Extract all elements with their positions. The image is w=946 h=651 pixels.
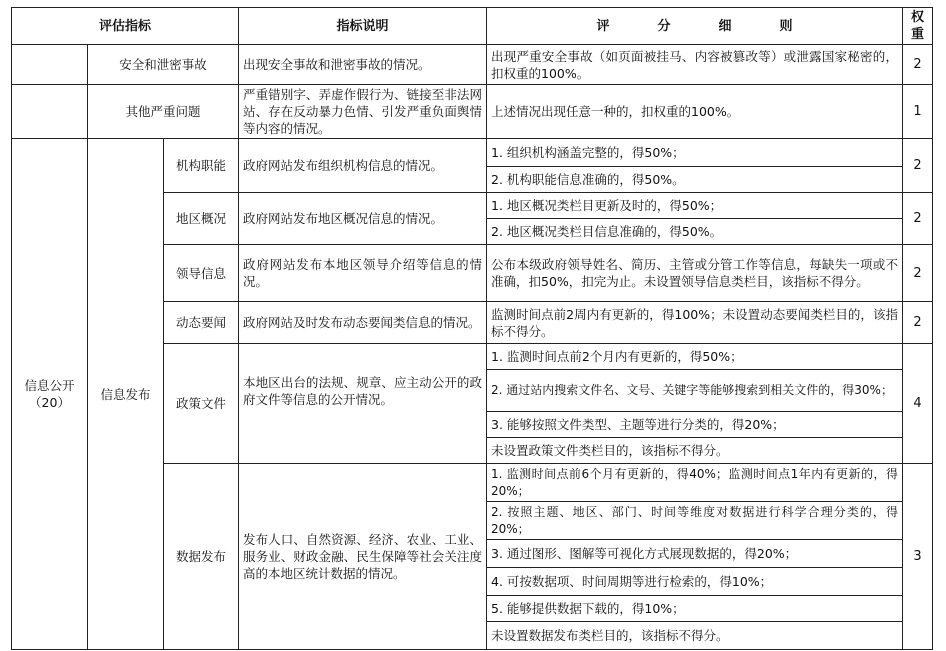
header-row bbox=[12, 8, 933, 45]
item-description: 政府网站发布组织机构信息的情况。 bbox=[239, 139, 487, 193]
item-weight: 2 bbox=[903, 302, 933, 344]
serious-rule: 上述情况出现任意一种的，扣权重的100%。 bbox=[487, 85, 903, 139]
item-rule: 未设置政策文件类栏目的，该指标不得分。 bbox=[487, 438, 903, 464]
header-scoring: 评分细则 bbox=[487, 8, 903, 45]
serious-weight: 1 bbox=[903, 85, 933, 139]
subcategory-label: 信息发布 bbox=[88, 139, 164, 650]
security-name: 安全和泄密事故 bbox=[88, 45, 239, 85]
item-rule: 3. 能够按照文件类型、主题等进行分类的，得20%； bbox=[487, 412, 903, 438]
item-name: 机构职能 bbox=[164, 139, 239, 193]
item-rule: 1. 监测时间点前6个月有更新的，得40%；监测时间点1年内有更新的，得20%； bbox=[487, 464, 903, 502]
item-name: 领导信息 bbox=[164, 245, 239, 302]
item-weight: 2 bbox=[903, 245, 933, 302]
security-weight: 2 bbox=[903, 45, 933, 85]
item-name: 数据发布 bbox=[164, 464, 239, 650]
item-name: 地区概况 bbox=[164, 193, 239, 245]
item-rule: 监测时间点前2周内有更新的，得100%；未设置动态要闻类栏目的，该指标不得分。 bbox=[487, 302, 903, 344]
security-rule: 出现严重安全事故（如页面被挂马、内容被篡改等）或泄露国家秘密的，扣权重的100%。 bbox=[487, 45, 903, 85]
category-score: （20） bbox=[29, 395, 70, 410]
item-weight: 3 bbox=[903, 464, 933, 650]
serious-description: 严重错别字、弄虚作假行为、链接至非法网站、存在反动暴力色情、引发严重负面舆情等内容的情况。 bbox=[239, 85, 487, 139]
header-indicator: 评估指标 bbox=[12, 8, 239, 45]
item-rule: 公布本级政府领导姓名、简历、主管或分管工作等信息，每缺失一项或不准确，扣50%，扣完为止。未设置领导信息类栏目，该指标不得分。 bbox=[487, 245, 903, 302]
item-rule: 2. 地区概况类栏目信息准确的，得50%。 bbox=[487, 219, 903, 245]
item-name: 动态要闻 bbox=[164, 302, 239, 344]
category-label: 信息公开 bbox=[24, 378, 75, 393]
security-row bbox=[12, 45, 933, 85]
security-description: 出现安全事故和泄密事故的情况。 bbox=[239, 45, 487, 85]
item-rule: 1. 监测时间点前2个月内有更新的，得50%； bbox=[487, 344, 903, 370]
item-weight: 2 bbox=[903, 139, 933, 193]
item-description: 本地区出台的法规、规章、应主动公开的政府文件等信息的公开情况。 bbox=[239, 344, 487, 464]
item-rule: 3. 通过图形、图解等可视化方式展现数据的，得20%； bbox=[487, 540, 903, 568]
item-description: 政府网站及时发布动态要闻类信息的情况。 bbox=[239, 302, 487, 344]
table-row bbox=[12, 139, 933, 167]
evaluation-table bbox=[11, 7, 933, 650]
item-description: 政府网站发布本地区领导介绍等信息的情况。 bbox=[239, 245, 487, 302]
item-name: 政策文件 bbox=[164, 344, 239, 464]
item-weight: 4 bbox=[903, 344, 933, 464]
item-rule: 2. 按照主题、地区、部门、时间等维度对数据进行科学合理分类的，得20%； bbox=[487, 502, 903, 540]
serious-row bbox=[12, 85, 933, 139]
category-cell bbox=[12, 139, 88, 650]
item-rule: 1. 地区概况类栏目更新及时的，得50%； bbox=[487, 193, 903, 219]
item-weight: 2 bbox=[903, 193, 933, 245]
item-rule: 2. 机构职能信息准确的，得50%。 bbox=[487, 167, 903, 193]
header-weight: 权重 bbox=[903, 8, 933, 45]
item-rule: 未设置数据发布类栏目的，该指标不得分。 bbox=[487, 622, 903, 650]
serious-name: 其他严重问题 bbox=[88, 85, 239, 139]
item-rule: 1. 组织机构涵盖完整的，得50%； bbox=[487, 139, 903, 167]
item-rule: 5. 能够提供数据下载的，得10%； bbox=[487, 596, 903, 622]
header-description: 指标说明 bbox=[239, 8, 487, 45]
item-rule: 2. 通过站内搜索文件名、文号、关键字等能够搜索到相关文件的，得30%； bbox=[487, 370, 903, 412]
item-description: 政府网站发布地区概况信息的情况。 bbox=[239, 193, 487, 245]
item-rule: 4. 可按数据项、时间周期等进行检索的，得10%； bbox=[487, 568, 903, 596]
item-description: 发布人口、自然资源、经济、农业、工业、服务业、财政金融、民生保障等社会关注度高的本地区统计数据的情况。 bbox=[239, 464, 487, 650]
